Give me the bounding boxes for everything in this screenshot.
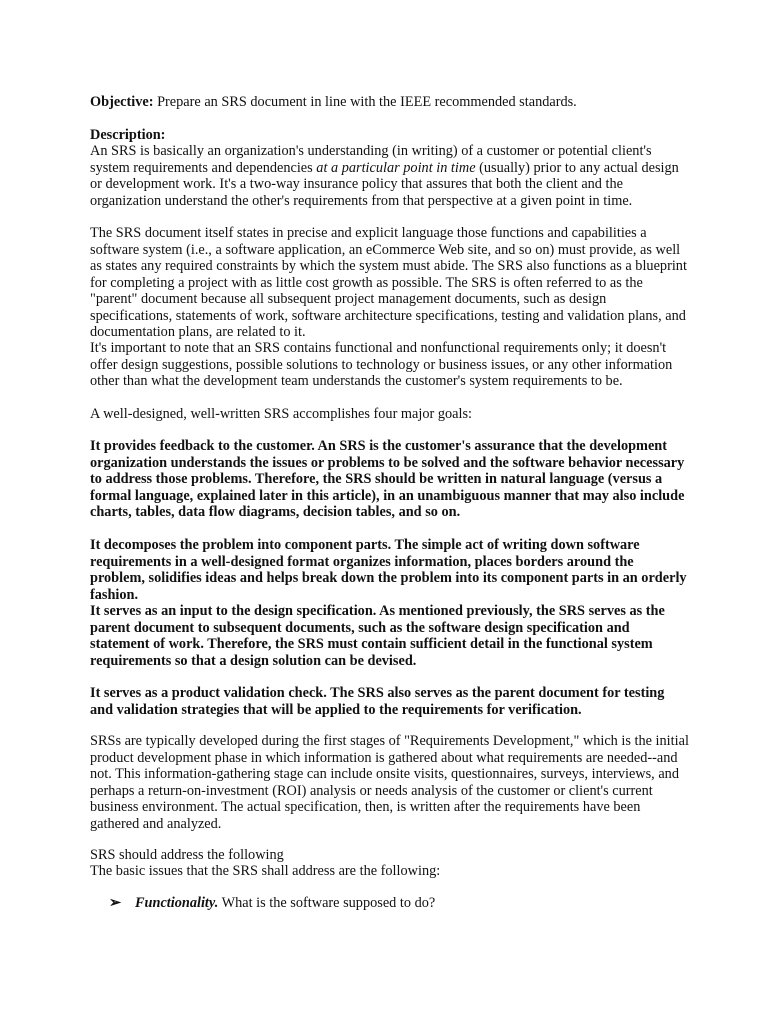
bullet-term: Functionality.: [135, 895, 219, 911]
goal-feedback-paragraph: It provides feedback to the customer. An SRS is the customer's assurance that the development organization understands the issues or problems to be solved and the software behavior necessary to address those problems. Therefore, the SRS should be written in natural language (versus a formal language, explained later in this article), in an unambiguous manner that may also include charts, tables, data flow diagrams, decision tables, and so on.: [90, 438, 685, 520]
srs-definition-paragraph: The SRS document itself states in precise and explicit language those functions and capabilities a software system (i.e., a software application, an eCommerce Web site, and so on) must provide, as well as states any required constraints by which the system must abide. The SRS also functions as a blueprint for completing a project with as little cost growth as possible. The SRS is often referred to as the "parent" document because all subsequent project management documents, such as design specifications, statements of work, software architecture specifications, testing and validation plans, and documentation plans, are related to it.: [90, 225, 687, 340]
objective-text: Prepare an SRS document in line with the IEEE recommended standards.: [153, 94, 577, 110]
description-text-start: An SRS is basically an organization's understanding (in writing) of a customer or potential client's system requirements and dependencies: [90, 143, 652, 176]
requirements-note-paragraph: It's important to note that an SRS contains functional and nonfunctional requirements only; it doesn't offer design suggestions, possible solutions to technology or business issues, or any other information other than what the development team understands the customer's system requirements to be.: [90, 340, 673, 389]
goals-intro-paragraph: A well-designed, well-written SRS accomplishes four major goals:: [90, 406, 472, 422]
description-text-end: (usually) prior to any actual design or development work. It's a two-way insurance policy that assures that both the client and the organization understand the other's requirements from that perspective at a given point in time.: [90, 159, 679, 209]
arrow-bullet-icon: ➢: [109, 895, 121, 911]
description-paragraph: [90, 143, 690, 209]
requirements-development-paragraph: SRSs are typically developed during the first stages of "Requirements Development," which is the initial product development phase in which information is gathered about what requirements are needed--and not. This information-gathering stage can include onsite visits, questionnaires, surveys, interviews, and perhaps a return-on-investment (ROI) analysis or needs analysis of the customer or client's current business environment. The actual specification, then, is written after the requirements have been gathered and analyzed.: [90, 733, 689, 832]
goal-validation-paragraph: It serves as a product validation check. The SRS also serves as the parent document for testing and validation strategies that will be applied to the requirements for verification.: [90, 685, 665, 718]
description-italic-phrase: at a particular point in time: [316, 159, 476, 176]
bullet-item-functionality: [109, 895, 669, 912]
goal-decompose-paragraph: It decomposes the problem into component parts. The simple act of writing down software requirements in a well-designed format organizes information, places borders around the problem, solidifies ideas and helps break down the problem into its component parts in an orderly fashion.: [90, 537, 687, 603]
bullet-text: What is the software supposed to do?: [218, 895, 436, 911]
objective-paragraph: [90, 94, 690, 111]
address-line: SRS should address the following: [90, 847, 284, 863]
description-heading: Description:: [90, 127, 166, 143]
objective-label: Objective:: [90, 94, 154, 110]
goal-design-input-paragraph: It serves as an input to the design specification. As mentioned previously, the SRS serves as the parent document to subsequent documents, such as the software design specification and statement of work. Therefore, the SRS must contain sufficient detail in the functional system requirements so that a design solution can be devised.: [90, 603, 665, 669]
basic-issues-line: The basic issues that the SRS shall address are the following:: [90, 863, 441, 879]
